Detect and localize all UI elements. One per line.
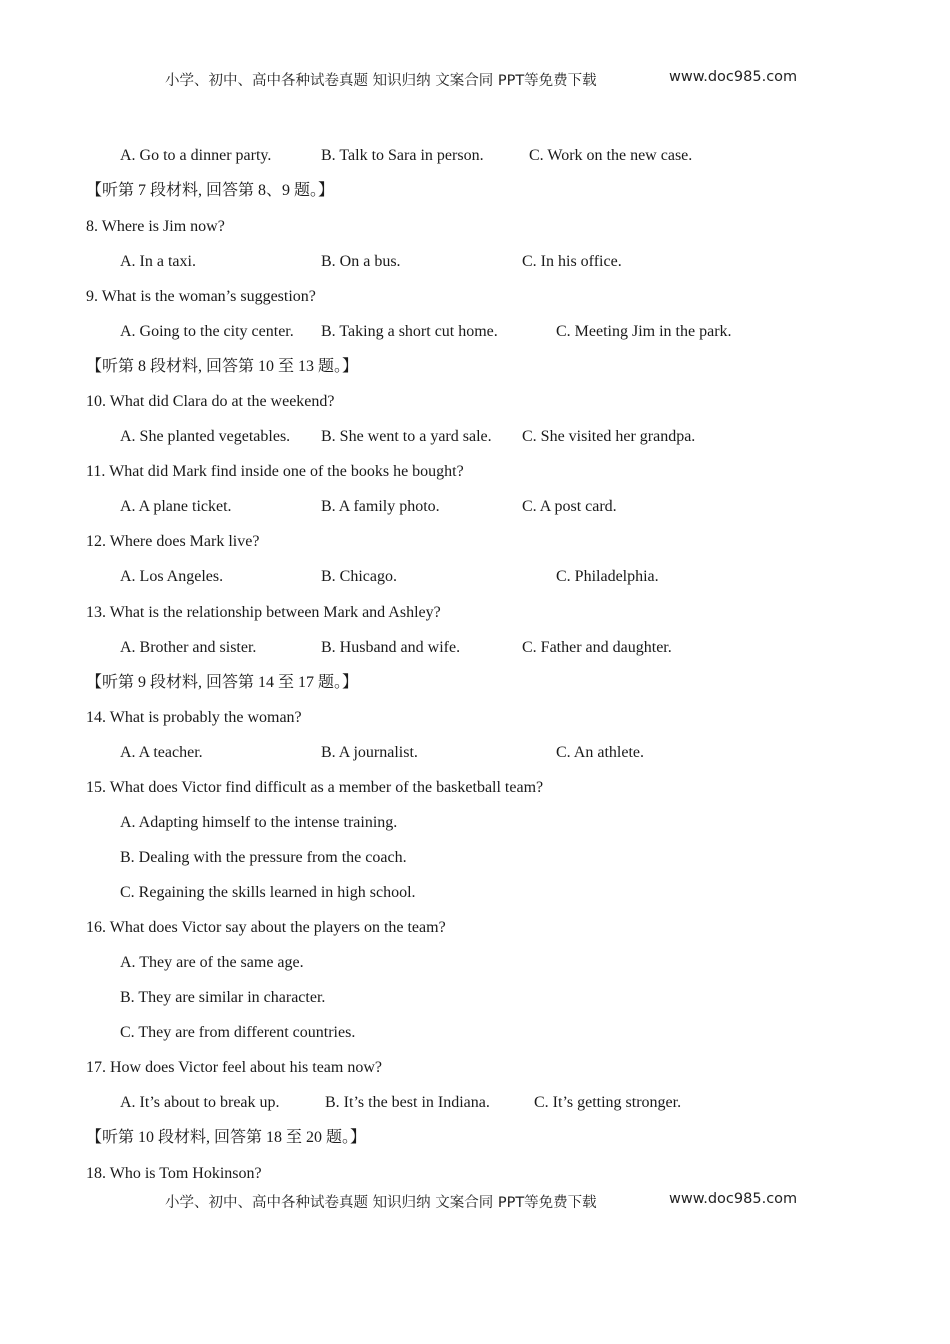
q8-option-c: C. In his office. — [522, 253, 622, 270]
header-text: 小学、初中、高中各种试卷真题 知识归纳 文案合同 PPT等免费下载 — [165, 73, 597, 89]
q13-option-b: B. Husband and wife. — [321, 639, 461, 656]
footer-text: 小学、初中、高中各种试卷真题 知识归纳 文案合同 PPT等免费下载 — [165, 1195, 597, 1211]
q7-option-a: A. Go to a dinner party. — [120, 147, 272, 164]
q12-option-b: B. Chicago. — [321, 568, 397, 585]
q9-option-b: B. Taking a short cut home. — [321, 323, 498, 340]
q11-option-a: A. A plane ticket. — [120, 498, 232, 515]
q13-option-c: C. Father and daughter. — [522, 639, 672, 656]
q15-option-a: A. Adapting himself to the intense training. — [120, 814, 398, 831]
q10-option-c: C. She visited her grandpa. — [522, 428, 696, 445]
q15-option-c: C. Regaining the skills learned in high school. — [120, 884, 416, 901]
q16-option-c: C. They are from different countries. — [120, 1024, 356, 1041]
header-url[interactable]: www.doc985.com — [669, 69, 798, 85]
q11-option-b: B. A family photo. — [321, 498, 440, 515]
q7-option-b: B. Talk to Sara in person. — [321, 147, 484, 164]
q8-option-a: A. In a taxi. — [120, 253, 196, 270]
q14-stem: 14. What is probably the woman? — [86, 709, 302, 726]
q17-option-a: A. It’s about to break up. — [120, 1094, 280, 1111]
section-heading-8: 【听第 8 段材料, 回答第 10 至 13 题。】 — [86, 358, 359, 375]
q17-option-c: C. It’s getting stronger. — [534, 1094, 682, 1111]
footer-url[interactable]: www.doc985.com — [669, 1191, 798, 1207]
q7-option-c: C. Work on the new case. — [529, 147, 693, 164]
q16-option-b: B. They are similar in character. — [120, 989, 326, 1006]
q10-option-b: B. She went to a yard sale. — [321, 428, 492, 445]
q14-option-a: A. A teacher. — [120, 744, 203, 761]
q8-stem: 8. Where is Jim now? — [86, 218, 225, 235]
q12-option-a: A. Los Angeles. — [120, 568, 224, 585]
q9-option-a: A. Going to the city center. — [120, 323, 294, 340]
q9-stem: 9. What is the woman’s suggestion? — [86, 288, 316, 305]
q17-stem: 17. How does Victor feel about his team now? — [86, 1059, 383, 1076]
q16-stem: 16. What does Victor say about the players on the team? — [86, 919, 446, 936]
q13-option-a: A. Brother and sister. — [120, 639, 257, 656]
q11-stem: 11. What did Mark find inside one of the books he bought? — [86, 463, 464, 480]
q14-option-c: C. An athlete. — [556, 744, 644, 761]
q18-stem: 18. Who is Tom Hokinson? — [86, 1165, 262, 1182]
q10-option-a: A. She planted vegetables. — [120, 428, 291, 445]
q8-option-b: B. On a bus. — [321, 253, 401, 270]
q15-stem: 15. What does Victor find difficult as a member of the basketball team? — [86, 779, 544, 796]
q17-option-b: B. It’s the best in Indiana. — [325, 1094, 490, 1111]
q13-stem: 13. What is the relationship between Mark and Ashley? — [86, 604, 441, 621]
q12-option-c: C. Philadelphia. — [556, 568, 659, 585]
section-heading-7: 【听第 7 段材料, 回答第 8、9 题。】 — [86, 182, 335, 199]
q9-option-c: C. Meeting Jim in the park. — [556, 323, 732, 340]
section-heading-9: 【听第 9 段材料, 回答第 14 至 17 题。】 — [86, 674, 359, 691]
section-heading-10: 【听第 10 段材料, 回答第 18 至 20 题。】 — [86, 1129, 367, 1146]
q14-option-b: B. A journalist. — [321, 744, 418, 761]
q11-option-c: C. A post card. — [522, 498, 617, 515]
q12-stem: 12. Where does Mark live? — [86, 533, 260, 550]
q16-option-a: A. They are of the same age. — [120, 954, 304, 971]
q15-option-b: B. Dealing with the pressure from the coach. — [120, 849, 407, 866]
q10-stem: 10. What did Clara do at the weekend? — [86, 393, 335, 410]
